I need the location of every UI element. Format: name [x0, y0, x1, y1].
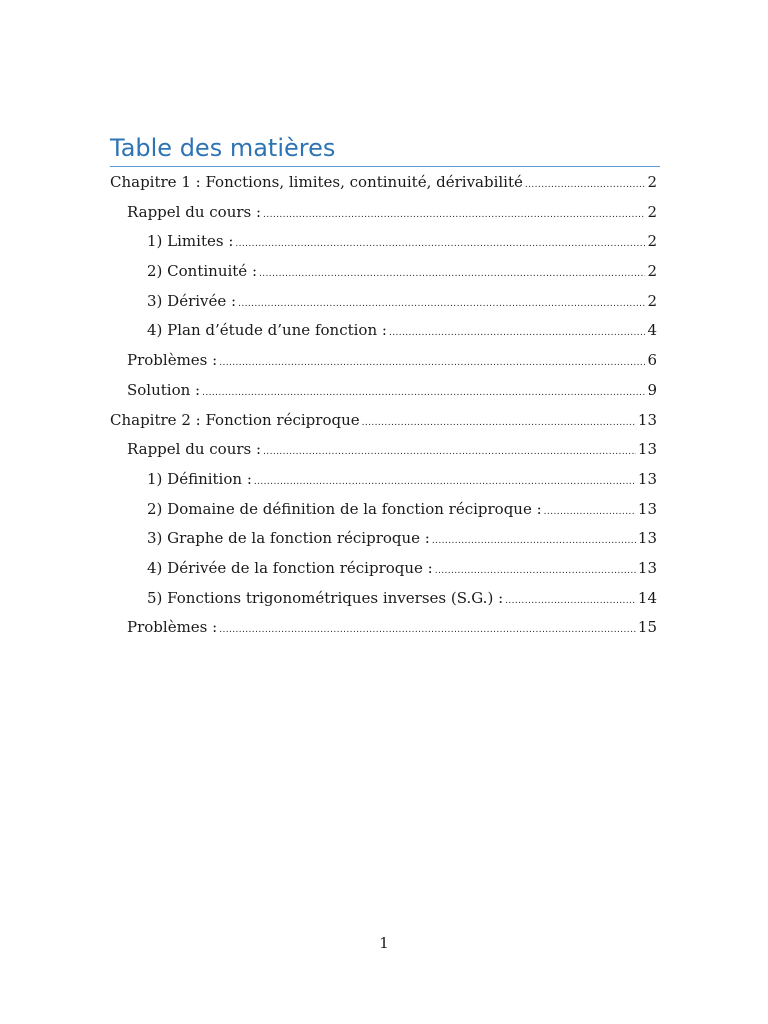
toc-entry-page: 15: [637, 618, 657, 637]
toc-entry-page: 9: [647, 380, 657, 399]
toc-entry-chapter-2[interactable]: [110, 406, 657, 436]
toc-entry-text: 1) Limites :: [147, 232, 234, 251]
toc-entry-page: 6: [647, 351, 657, 370]
toc-entry-rappel-du-cours[interactable]: [110, 198, 657, 228]
toc-entry-page: 14: [637, 588, 657, 607]
toc-entry-text: Problèmes :: [127, 618, 218, 637]
toc-entry-page: 13: [637, 499, 657, 518]
toc-title-rule: [110, 166, 660, 167]
toc-entry-text: Rappel du cours :: [127, 202, 262, 221]
toc-entry-page: 13: [637, 440, 657, 459]
toc-dot-leader: [254, 468, 636, 498]
toc-entry-text: 4) Plan d’étude d’une fonction :: [147, 321, 387, 340]
toc-entry-page: 2: [647, 262, 657, 281]
toc-entry-problemes[interactable]: [110, 613, 657, 643]
toc-entry-derivee[interactable]: [110, 287, 657, 317]
toc-entry-page: 4: [647, 321, 657, 340]
toc-dot-leader: [432, 527, 636, 557]
toc-entry-continuite[interactable]: [110, 257, 657, 287]
toc-list: [110, 168, 657, 643]
toc-dot-leader: [362, 409, 636, 439]
toc-entry-page: 13: [637, 529, 657, 548]
toc-dot-leader: [544, 498, 636, 528]
toc-entry-plan-d-etude[interactable]: [110, 316, 657, 346]
toc-entry-fonctions-trigonometriques[interactable]: [110, 584, 657, 614]
toc-entry-page: 2: [647, 291, 657, 310]
toc-entry-text: Rappel du cours :: [127, 440, 262, 459]
toc-dot-leader: [238, 290, 645, 320]
toc-entry-page: 13: [637, 469, 657, 488]
page-number: 1: [379, 934, 389, 952]
toc-entry-text: Solution :: [127, 380, 201, 399]
toc-entry-text: 1) Définition :: [147, 469, 252, 488]
toc-dot-leader: [235, 230, 645, 260]
toc-entry-text: Chapitre 1 : Fonctions, limites, continuité, dérivabilité: [110, 173, 523, 191]
toc-entry-page: 13: [637, 558, 657, 577]
toc-entry-text: 2) Domaine de définition de la fonction réciproque :: [147, 499, 542, 518]
toc-dot-leader: [389, 319, 646, 349]
toc-dot-leader: [259, 260, 645, 290]
toc-dot-leader: [219, 349, 645, 379]
toc-entry-solution[interactable]: [110, 376, 657, 406]
toc-dot-leader: [435, 557, 636, 587]
toc-entry-page: 2: [647, 232, 657, 251]
toc-entry-problemes[interactable]: [110, 346, 657, 376]
toc-entry-text: 3) Dérivée :: [147, 291, 237, 310]
toc-title: Table des matières: [110, 134, 336, 162]
toc-entry-graphe[interactable]: [110, 524, 657, 554]
toc-dot-leader: [202, 379, 645, 409]
toc-entry-page: 2: [647, 202, 657, 221]
toc-entry-limites[interactable]: [110, 227, 657, 257]
toc-entry-definition[interactable]: [110, 465, 657, 495]
toc-entry-text: Chapitre 2 : Fonction réciproque: [110, 410, 360, 429]
toc-dot-leader: [525, 171, 646, 201]
toc-entry-text: 5) Fonctions trigonométriques inverses (S.G.) :: [147, 588, 504, 607]
toc-dot-leader: [263, 201, 645, 231]
toc-entry-text: Problèmes :: [127, 351, 218, 370]
toc-dot-leader: [263, 438, 636, 468]
toc-entry-chapter-1[interactable]: [110, 168, 657, 198]
toc-entry-page: 13: [637, 410, 657, 429]
toc-dot-leader: [219, 616, 636, 646]
toc-entry-text: 4) Dérivée de la fonction réciproque :: [147, 558, 433, 577]
toc-entry-domaine-de-definition[interactable]: [110, 495, 657, 525]
toc-entry-page: 2: [647, 173, 657, 191]
toc-entry-rappel-du-cours[interactable]: [110, 435, 657, 465]
toc-dot-leader: [505, 587, 636, 617]
toc-entry-derivee-reciproque[interactable]: [110, 554, 657, 584]
toc-entry-text: 2) Continuité :: [147, 262, 258, 281]
toc-entry-text: 3) Graphe de la fonction réciproque :: [147, 529, 430, 548]
